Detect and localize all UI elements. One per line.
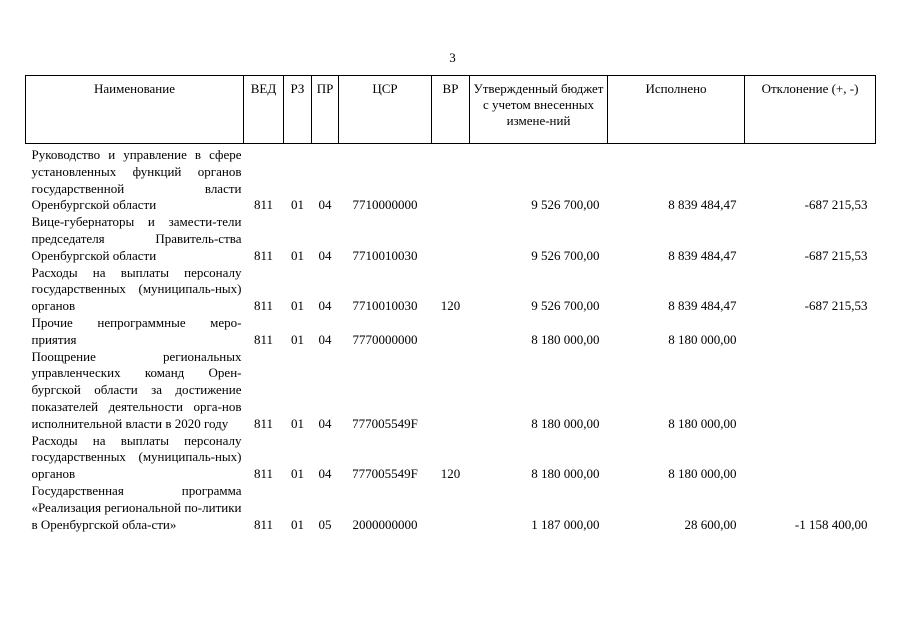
row-ved: 811 [253,247,274,263]
row-deviation [745,315,876,349]
row-executed: 8 839 484,47 [668,247,737,263]
row-vr [432,483,470,533]
row-csr: 777005549F [352,466,418,482]
row-pr: 04 [318,415,332,431]
header-deviation: Отклонение (+, -) [745,76,876,144]
header-name: Наименование [26,76,244,144]
table-row [26,214,876,264]
header-rz: РЗ [284,76,312,144]
row-name: Расходы на выплаты персоналу государственных (муниципаль-ных) органов [31,264,242,314]
row-vr: 120 [440,466,461,482]
header-vr: ВР [432,76,470,144]
row-ved: 811 [253,466,274,482]
row-approved: 1 187 000,00 [531,516,600,532]
row-pr: 04 [318,197,332,213]
budget-table [25,75,876,533]
row-approved: 8 180 000,00 [531,466,600,482]
row-executed: 8 839 484,47 [668,197,737,213]
row-csr: 2000000000 [352,516,418,532]
row-name: Руководство и управление в сфере установленных функций органов государственной власти Оренбургской области [31,147,242,213]
row-name: Вице-губернаторы и замести-тели председателя Правитель-ства Оренбургской области [31,214,242,263]
row-rz: 01 [291,415,304,431]
row-rz: 01 [291,516,304,532]
row-deviation: -1 158 400,00 [794,516,868,532]
header-approved-budget: Утвержденный бюджет с учетом внесенных измене-ний [470,76,608,144]
row-deviation: -687 215,53 [804,197,868,213]
table-row [26,349,876,433]
row-approved: 9 526 700,00 [531,247,600,263]
row-approved: 9 526 700,00 [531,298,600,314]
row-executed: 28 600,00 [684,516,737,532]
table-row [26,265,876,315]
row-deviation: -687 215,53 [804,298,868,314]
row-rz: 01 [291,298,304,314]
row-name: Прочие непрограммные меро-приятия [31,314,242,347]
row-ved: 811 [253,331,274,347]
row-csr: 7710000000 [352,197,418,213]
row-executed: 8 839 484,47 [668,298,737,314]
row-vr: 120 [440,298,461,314]
row-vr [432,349,470,433]
page-number: 3 [449,50,456,65]
row-ved: 811 [253,197,274,213]
row-ved: 811 [253,298,274,314]
table-row [26,144,876,215]
header-csr: ЦСР [339,76,432,144]
row-ved: 811 [253,516,274,532]
row-csr: 7710010030 [352,247,418,263]
row-name: Государственная программа «Реализация региональной по-литики в Оренбургской обла-сти» [31,482,242,532]
header-pr: ПР [312,76,339,144]
row-rz: 01 [291,247,304,263]
row-executed: 8 180 000,00 [668,331,737,347]
row-csr: 777005549F [352,415,418,431]
row-rz: 01 [291,331,304,347]
table-header-row [26,76,876,144]
row-name: Поощрение региональных управленческих команд Орен-бургской области за достижение показателей деятельности орга-нов исполнительной власти в 2020 году [31,348,242,431]
row-vr [432,315,470,349]
table-row [26,483,876,533]
row-name: Расходы на выплаты персоналу государственных (муниципаль-ных) органов [31,432,242,482]
row-ved: 811 [253,415,274,431]
row-deviation: -687 215,53 [804,247,868,263]
row-approved: 9 526 700,00 [531,197,600,213]
row-approved: 8 180 000,00 [531,331,600,347]
row-deviation [745,349,876,433]
row-csr: 7770000000 [352,331,418,347]
row-executed: 8 180 000,00 [668,466,737,482]
row-approved: 8 180 000,00 [531,415,600,431]
row-deviation [745,433,876,483]
row-csr: 7710010030 [352,298,418,314]
row-pr: 04 [318,331,332,347]
row-rz: 01 [291,466,304,482]
row-pr: 04 [318,298,332,314]
row-pr: 05 [318,516,332,532]
table-row [26,433,876,483]
row-vr [432,214,470,264]
table-row [26,315,876,349]
header-executed: Исполнено [608,76,745,144]
row-pr: 04 [318,247,332,263]
row-vr [432,144,470,215]
header-ved: ВЕД [244,76,284,144]
row-executed: 8 180 000,00 [668,415,737,431]
row-pr: 04 [318,466,332,482]
row-rz: 01 [291,197,304,213]
